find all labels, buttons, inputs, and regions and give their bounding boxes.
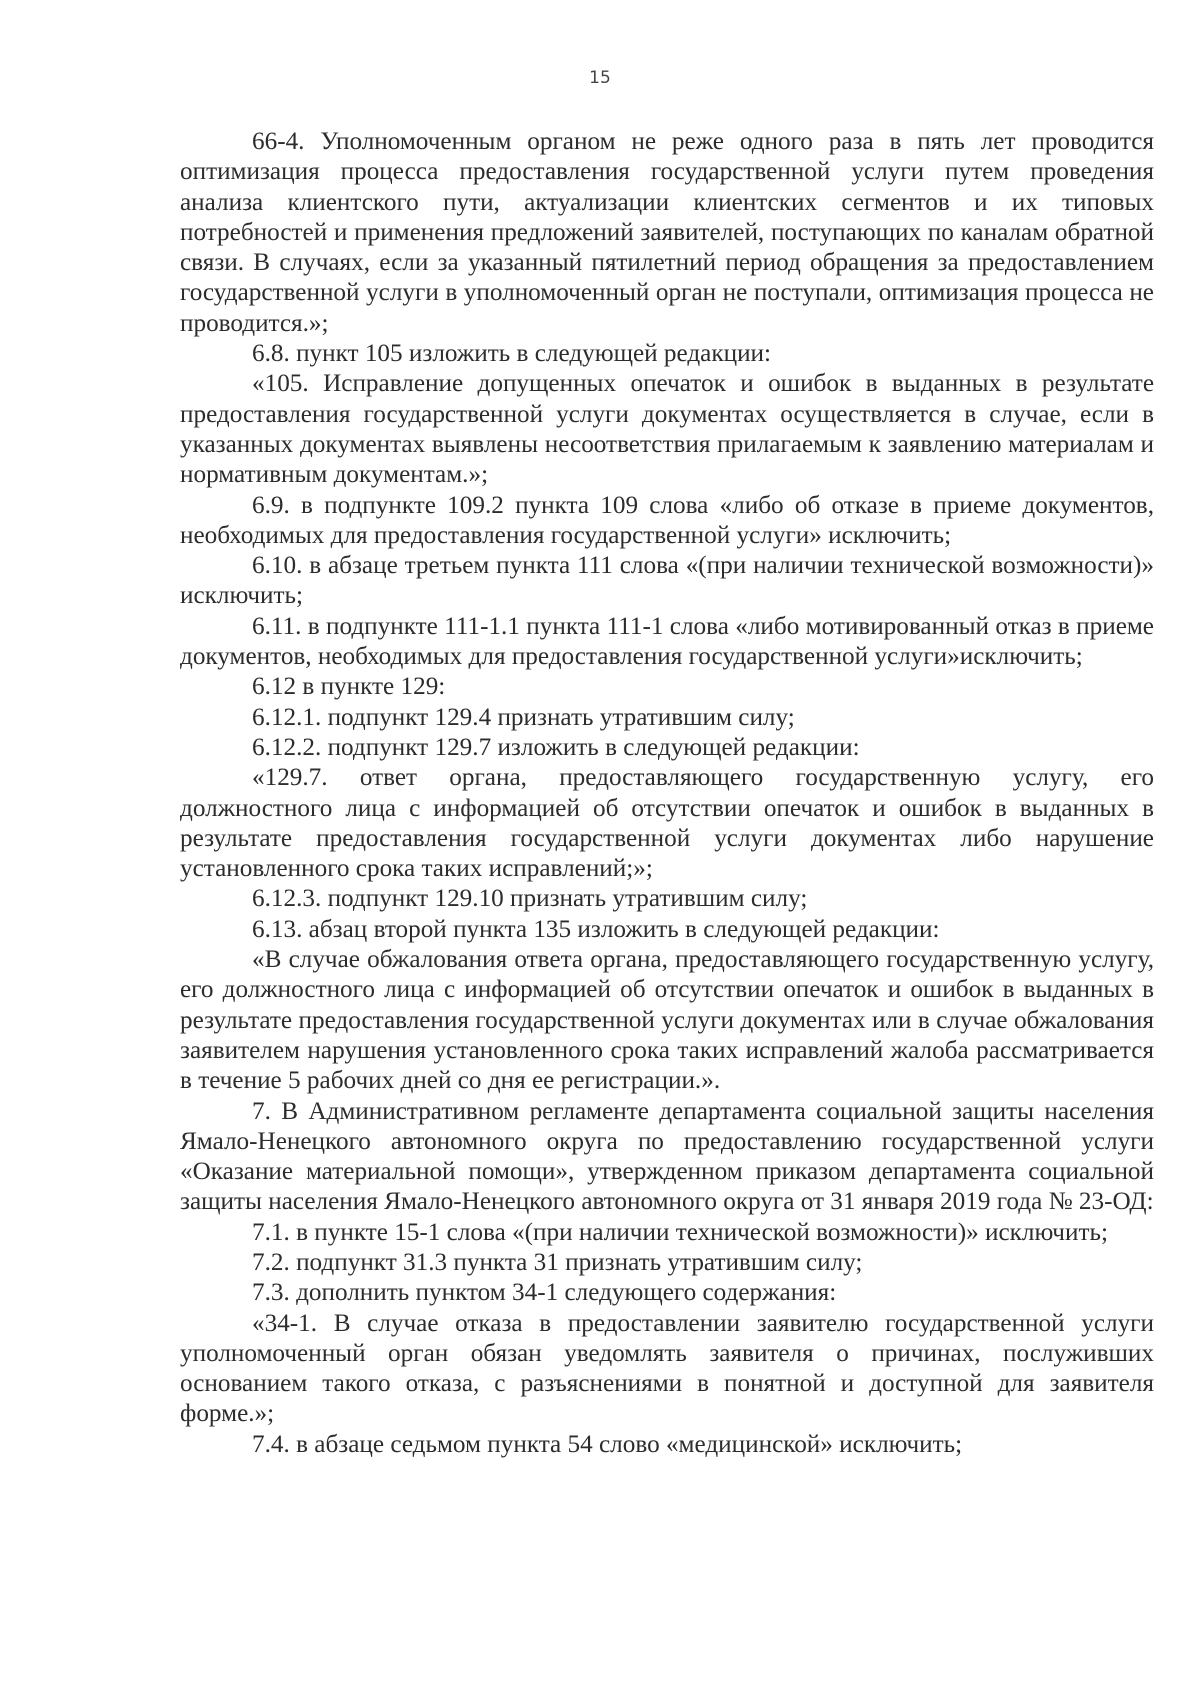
paragraph-129-7-quote: «129.7. ответ органа, предоставляющего государственную услугу, его должностного лица с информацией об отсутствии опечаток и ошибок в выданных в результате предоставления государственной услуги документах либо нарушение установленного срока таких исправлений;»; [180, 764, 1154, 883]
paragraph-6-10: 6.10. в абзаце третьем пункта 111 слова «(при наличии технической возможности)» исключить; [180, 552, 1154, 610]
paragraph-6-12-3: 6.12.3. подпункт 129.10 признать утратившим силу; [252, 885, 808, 913]
paragraph-135-quote: «В случае обжалования ответа органа, предоставляющего государственную услугу, его должностного лица с информацией об отсутствии опечаток и ошибок в выданных в результате предоставления государственной услуги документах или в случае обжалования заявителем нарушения установленного срока таких исправлений жалоба рассматривается в течение 5 рабочих дней со дня ее регистрации.». [180, 946, 1154, 1095]
paragraph-6-12-1: 6.12.1. подпункт 129.4 признать утратившим силу; [252, 703, 795, 731]
page-number: 15 [589, 68, 611, 88]
paragraph-6-12: 6.12 в пункте 129: [252, 673, 446, 701]
paragraph-6-13: 6.13. абзац второй пункта 135 изложить в следующей редакции: [252, 915, 940, 943]
paragraph-7-2: 7.2. подпункт 31.3 пункта 31 признать утратившим силу; [252, 1248, 863, 1276]
paragraph-7-4: 7.4. в абзаце седьмом пункта 54 слово «медицинской» исключить; [252, 1430, 963, 1458]
paragraph-6-12-2: 6.12.2. подпункт 129.7 изложить в следующей редакции: [252, 733, 860, 761]
paragraph-7: 7. В Административном регламенте департамента социальной защиты населения Ямало-Ненецкого автономного округа по предоставлению государственной услуги «Оказание материальной помощи», утвержденном приказом департамента социальной защиты населения Ямало-Ненецкого автономного округа от 31 января 2019 года № 23-ОД: [180, 1097, 1154, 1216]
paragraph-6-11: 6.11. в подпункте 111-1.1 пункта 111-1 слова «либо мотивированный отказ в приеме документов, необходимых для предоставления государственной услуги»исключить; [180, 612, 1154, 671]
document-body [180, 127, 1154, 1460]
paragraph-34-1-quote: «34-1. В случае отказа в предоставлении заявителю государственной услуги уполномоченный орган обязан уведомлять заявителя о причинах, послуживших основанием такого отказа, с разъяснениями в понятной и доступной для заявителя форме.»; [180, 1309, 1154, 1428]
paragraph-7-3: 7.3. дополнить пунктом 34-1 следующего содержания: [252, 1279, 837, 1307]
paragraph-7-1: 7.1. в пункте 15-1 слова «(при наличии технической возможности)» исключить; [252, 1218, 1108, 1246]
paragraph-105-quote: «105. Исправление допущенных опечаток и ошибок в выданных в результате предоставления государственной услуги документах осуществляется в случае, если в указанных документах выявлены несоответствия прилагаемым к заявлению материалам и нормативным документам.»; [180, 370, 1154, 489]
paragraph-6-9: 6.9. в подпункте 109.2 пункта 109 слова «либо об отказе в приеме документов, необходимых для предоставления государственной услуги» исключить; [180, 491, 1154, 549]
paragraph-6-8: 6.8. пункт 105 изложить в следующей редакции: [252, 340, 772, 368]
paragraph-66-4: 66-4. Уполномоченным органом не реже одного раза в пять лет проводится оптимизация процесса предоставления государственной услуги путем проведения анализа клиентского пути, актуализации клиентских сегментов и их типовых потребностей и применения предложений заявителей, поступающих по каналам обратной связи. В случаях, если за указанный пятилетний период обращения за предоставлением государственной услуги в уполномоченный орган не поступали, оптимизация процесса не проводится.»; [180, 128, 1154, 337]
